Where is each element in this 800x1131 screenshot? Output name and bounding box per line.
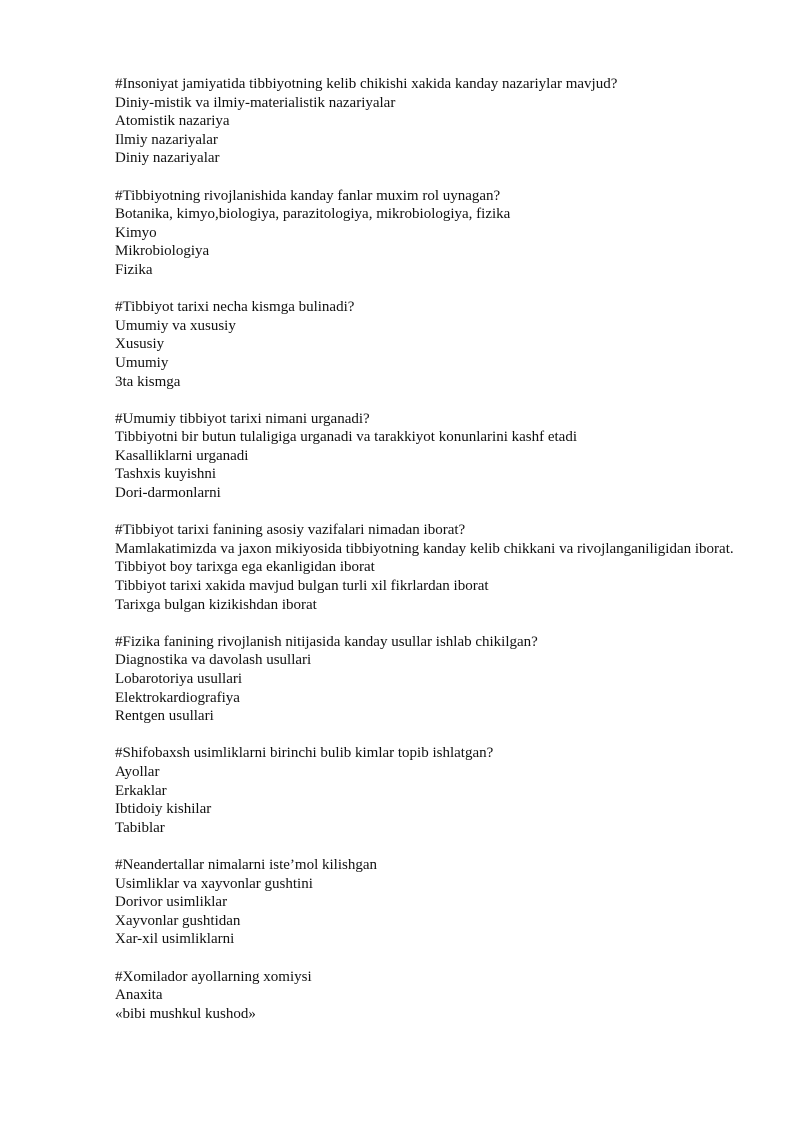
answer-option: Usimliklar va xayvonlar gushtini [115, 875, 313, 892]
answer-option: Erkaklar [115, 782, 167, 799]
answer-option: Kasalliklarni urganadi [115, 447, 249, 464]
answer-option: Tibbiyotni bir butun tulaligiga urganadi va tarakkiyot konunlarini kashf etadi [115, 429, 578, 446]
answer-option: Anaxita [115, 987, 163, 1004]
question-text: #Tibbiyotning rivojlanishida kanday fanlar muxim rol uynagan? [115, 187, 501, 204]
answer-option: Xayvonlar gushtidan [115, 912, 241, 929]
answer-option: Mamlakatimizda va jaxon mikiyosida tibbiyotning kanday kelib chikkani va rivojlanganiligidan iborat. [115, 540, 734, 557]
question-block [115, 187, 745, 280]
answer-option: Ibtidoiy kishilar [115, 801, 212, 818]
question-block [115, 298, 745, 391]
question-text: #Neandertallar nimalarni iste’mol kilishgan [115, 856, 378, 873]
answer-option: Rentgen usullari [115, 708, 214, 725]
question-text: #Shifobaxsh usimliklarni birinchi bulib kimlar topib ishlatgan? [115, 745, 494, 762]
question-text: #Tibbiyot tarixi necha kismga bulinadi? [115, 299, 355, 316]
question-block [115, 856, 745, 949]
answer-option: Umumiy [115, 354, 169, 371]
question-block [115, 75, 745, 168]
answer-option: 3ta kismga [115, 373, 181, 390]
question-block [115, 633, 745, 726]
question-text: #Tibbiyot tarixi fanining asosiy vazifalari nimadan iborat? [115, 522, 466, 539]
answer-option: Dorivor usimliklar [115, 894, 228, 911]
question-block [115, 968, 745, 1024]
question-block [115, 410, 745, 503]
question-block [115, 744, 745, 837]
answer-option: Kimyo [115, 224, 157, 241]
answer-option: Ilmiy nazariyalar [115, 131, 218, 148]
quiz-content [115, 75, 745, 1042]
question-text: #Xomilador ayollarning xomiysi [115, 968, 312, 985]
answer-option: Mikrobiologiya [115, 243, 210, 260]
answer-option: «bibi mushkul kushod» [115, 1005, 256, 1022]
question-text: #Umumiy tibbiyot tarixi nimani urganadi? [115, 410, 370, 427]
answer-option: Atomistik nazariya [115, 113, 230, 130]
answer-option: Tashxis kuyishni [115, 466, 217, 483]
answer-option: Dori-darmonlarni [115, 485, 221, 502]
question-block [115, 521, 745, 614]
answer-option: Umumiy va xususiy [115, 317, 236, 334]
answer-option: Tabiblar [115, 819, 165, 836]
answer-option: Diniy nazariyalar [115, 150, 220, 167]
question-text: #Insoniyat jamiyatida tibbiyotning kelib chikishi xakida kanday nazariylar mavjud? [115, 76, 618, 92]
answer-option: Xususiy [115, 336, 165, 353]
answer-option: Tarixga bulgan kizikishdan iborat [115, 596, 317, 613]
answer-option: Botanika, kimyo,biologiya, parazitologiya, mikrobiologiya, fizika [115, 206, 511, 223]
answer-option: Elektrokardiografiya [115, 689, 240, 706]
answer-option: Fizika [115, 261, 153, 278]
answer-option: Diagnostika va davolash usullari [115, 652, 312, 669]
answer-option: Ayollar [115, 763, 160, 780]
question-text: #Fizika fanining rivojlanish nitijasida kanday usullar ishlab chikilgan? [115, 633, 538, 650]
answer-option: Diniy-mistik va ilmiy-materialistik nazariyalar [115, 94, 396, 111]
answer-option: Lobarotoriya usullari [115, 671, 243, 687]
answer-option: Tibbiyot tarixi xakida mavjud bulgan turli xil fikrlardan iborat [115, 578, 489, 595]
answer-option: Xar-xil usimliklarni [115, 931, 235, 948]
answer-option: Tibbiyot boy tarixga ega ekanligidan iborat [115, 559, 375, 576]
